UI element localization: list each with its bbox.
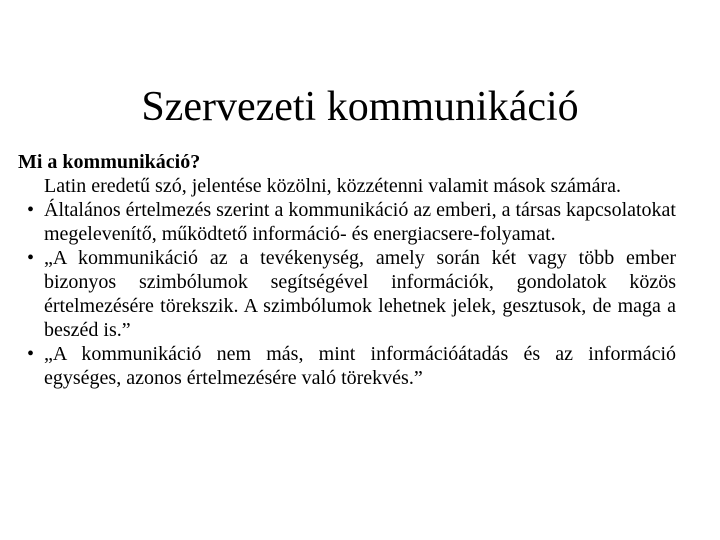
slide-body <box>18 150 676 390</box>
section-heading: Mi a kommunikáció? <box>18 151 201 173</box>
bullet-marker: • <box>27 247 35 269</box>
bullet-text: Általános értelmezés szerint a kommunikáció az emberi, a társas kapcsolatokat megelevenítő, működtető információ- és energiacsere-folyamat. <box>44 199 676 245</box>
definition-text: Latin eredetű szó, jelentése közölni, közzétenni valamit mások számára. <box>44 175 621 197</box>
bullet-marker: • <box>27 199 35 221</box>
slide-title: Szervezeti kommunikáció <box>141 84 579 130</box>
bullet-text: „A kommunikáció nem más, mint információátadás és az információ egységes, azonos értelmezésére való törekvés.” <box>44 343 676 389</box>
bullet-item-2 <box>18 246 676 342</box>
bullet-text: „A kommunikáció az a tevékenység, amely során két vagy több ember bizonyos szimbólumok segítségével információk, gondolatok közös értelmezésére törekszik. A szimbólumok lehetnek jelek, gesztusok, de maga a beszéd is.” <box>44 247 676 341</box>
bullet-item-1 <box>18 198 676 246</box>
bullet-marker: • <box>27 343 35 365</box>
bullet-item-3 <box>18 342 676 390</box>
